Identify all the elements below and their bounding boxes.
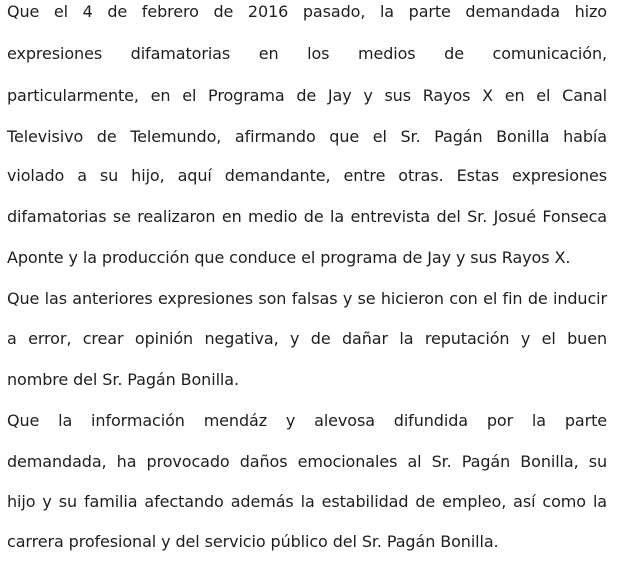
text-line-4: Televisivo de Telemundo, afirmando que el Sr. Pagán Bonilla había <box>7 127 607 146</box>
text-line-2: expresiones difamatorias en los medios de comunicación, <box>7 44 607 63</box>
text-line-3: particularmente, en el Programa de Jay y sus Rayos X en el Canal <box>7 86 607 105</box>
text-line-14: carrera profesional y del servicio público del Sr. Pagán Bonilla. <box>7 532 499 551</box>
text-line-7: Aponte y la producción que conduce el programa de Jay y sus Rayos X. <box>7 248 571 267</box>
text-line-1: Que el 4 de febrero de 2016 pasado, la parte demandada hizo <box>7 2 607 21</box>
text-line-9: a error, crear opinión negativa, y de dañar la reputación y el buen <box>7 329 607 348</box>
text-line-12: demandada, ha provocado daños emocionales al Sr. Pagán Bonilla, su <box>7 452 607 471</box>
text-line-8: Que las anteriores expresiones son falsas y se hicieron con el fin de inducir <box>7 289 607 308</box>
text-line-13: hijo y su familia afectando además la estabilidad de empleo, así como la <box>7 492 607 511</box>
text-line-5: violado a su hijo, aquí demandante, entre otras. Estas expresiones <box>7 166 607 185</box>
text-line-10: nombre del Sr. Pagán Bonilla. <box>7 370 239 389</box>
text-line-6: difamatorias se realizaron en medio de la entrevista del Sr. Josué Fonseca <box>7 207 607 226</box>
text-line-11: Que la información mendáz y alevosa difundida por la parte <box>7 411 607 430</box>
